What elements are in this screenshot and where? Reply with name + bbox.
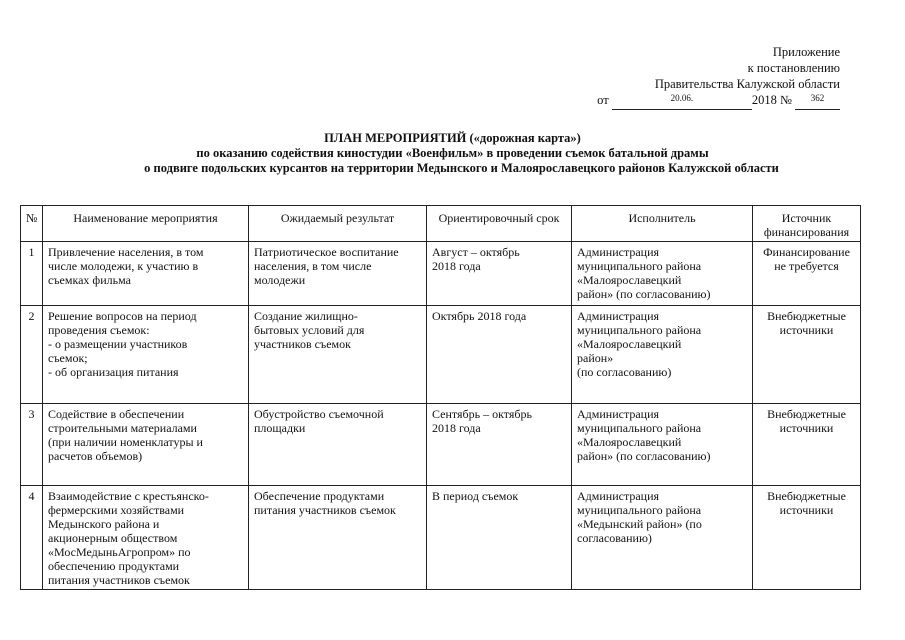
cell-line: «Малоярославецкий bbox=[577, 337, 682, 351]
cell-result bbox=[249, 486, 427, 590]
cell-name bbox=[43, 404, 249, 486]
cell-num: 2 bbox=[21, 306, 43, 404]
cell-result bbox=[249, 242, 427, 306]
cell-line: Внебюджетные bbox=[767, 407, 846, 421]
cell-line: район» bbox=[577, 351, 614, 365]
cell-line: Администрация bbox=[577, 309, 660, 323]
cell-line: участников съемок bbox=[254, 337, 351, 351]
cell-line: район» (по согласованию) bbox=[577, 449, 711, 463]
cell-line: числе молодежи, к участию в bbox=[48, 259, 199, 273]
cell-line: проведения съемок: bbox=[48, 323, 150, 337]
cell-line: Внебюджетные bbox=[767, 489, 846, 503]
cell-line: Обустройство съемочной bbox=[254, 407, 384, 421]
number-field bbox=[795, 92, 840, 110]
cell-line: источники bbox=[779, 421, 834, 435]
cell-result bbox=[249, 404, 427, 486]
cell-line: фермерскими хозяйствами bbox=[48, 503, 185, 517]
cell-num: 4 bbox=[21, 486, 43, 590]
table-row bbox=[21, 242, 861, 306]
cell-name bbox=[43, 242, 249, 306]
cell-executor bbox=[572, 242, 753, 306]
header-num: № bbox=[21, 206, 43, 242]
header-executor: Исполнитель bbox=[572, 206, 753, 242]
date-field bbox=[612, 92, 752, 110]
cell-line: Сентябрь – октябрь bbox=[432, 407, 532, 421]
cell-line: Внебюджетные bbox=[767, 309, 846, 323]
cell-result bbox=[249, 306, 427, 404]
cell-line: «МосМедыньАгропром» по bbox=[48, 545, 191, 559]
cell-line: расчетов объемов) bbox=[48, 449, 143, 463]
cell-line: бытовых условий для bbox=[254, 323, 365, 337]
plan-table bbox=[20, 205, 861, 590]
cell-line: «Медынский район» (по bbox=[577, 517, 702, 531]
cell-line: Август – октябрь bbox=[432, 245, 520, 259]
header-source: Источник финансирования bbox=[753, 206, 861, 242]
cell-executor bbox=[572, 486, 753, 590]
header-result: Ожидаемый результат bbox=[249, 206, 427, 242]
cell-source bbox=[753, 242, 861, 306]
cell-line: площадки bbox=[254, 421, 306, 435]
cell-num: 1 bbox=[21, 242, 43, 306]
cell-line: «Малоярославецкий bbox=[577, 273, 682, 287]
cell-line: Финансирование bbox=[763, 245, 850, 259]
cell-line: Содействие в обеспечении bbox=[48, 407, 185, 421]
cell-line: источники bbox=[779, 503, 834, 517]
cell-num: 3 bbox=[21, 404, 43, 486]
document-title bbox=[0, 131, 905, 176]
cell-line: муниципального района bbox=[577, 503, 702, 517]
cell-line: (по согласованию) bbox=[577, 365, 672, 379]
date-prefix: от bbox=[597, 93, 609, 107]
title-line-3: о подвиге подольских курсантов на территории Медынского и Малоярославецкого районов Калужской области bbox=[144, 161, 779, 175]
cell-line: муниципального района bbox=[577, 421, 702, 435]
cell-line: Обеспечение продуктами bbox=[254, 489, 385, 503]
cell-line: Взаимодействие с крестьянско- bbox=[48, 489, 209, 503]
cell-term bbox=[427, 242, 572, 306]
appendix-line-1: Приложение bbox=[772, 45, 840, 59]
cell-term bbox=[427, 486, 572, 590]
cell-source bbox=[753, 306, 861, 404]
cell-line: Октябрь 2018 года bbox=[432, 309, 527, 323]
cell-line: питания участников съемок bbox=[48, 573, 190, 587]
title-line-1: ПЛАН МЕРОПРИЯТИЙ («дорожная карта») bbox=[324, 131, 581, 145]
year-number-label: 2018 № bbox=[751, 93, 792, 107]
cell-line: акционерным обществом bbox=[48, 531, 178, 545]
cell-line: «Малоярославецкий bbox=[577, 435, 682, 449]
table-body bbox=[21, 242, 861, 590]
cell-line: строительными материалами bbox=[48, 421, 197, 435]
table-row bbox=[21, 404, 861, 486]
cell-name bbox=[43, 486, 249, 590]
cell-line: обеспечению продуктами bbox=[48, 559, 180, 573]
cell-line: Создание жилищно- bbox=[254, 309, 358, 323]
cell-name bbox=[43, 306, 249, 404]
cell-term bbox=[427, 404, 572, 486]
cell-line: 2018 года bbox=[432, 421, 481, 435]
cell-line: муниципального района bbox=[577, 323, 702, 337]
cell-line: Администрация bbox=[577, 407, 660, 421]
appendix-line-2: к постановлению bbox=[747, 61, 840, 75]
cell-line: (при наличии номенклатуры и bbox=[48, 435, 203, 449]
cell-line: съемок; bbox=[48, 351, 88, 365]
cell-line: молодежи bbox=[254, 273, 306, 287]
handwritten-number: 362 bbox=[810, 93, 825, 103]
cell-line: 2018 года bbox=[432, 259, 481, 273]
table-row bbox=[21, 486, 861, 590]
cell-executor bbox=[572, 404, 753, 486]
cell-line: В период съемок bbox=[432, 489, 519, 503]
header-term: Ориентировочный срок bbox=[427, 206, 572, 242]
cell-line: муниципального района bbox=[577, 259, 702, 273]
appendix-date-line bbox=[597, 92, 840, 110]
cell-line: источники bbox=[779, 323, 834, 337]
table-row bbox=[21, 306, 861, 404]
cell-line: съемках фильма bbox=[48, 273, 131, 287]
cell-line: Привлечение населения, в том bbox=[48, 245, 204, 259]
cell-line: Администрация bbox=[577, 245, 660, 259]
cell-line: район» (по согласованию) bbox=[577, 287, 711, 301]
cell-source bbox=[753, 404, 861, 486]
cell-line: Решение вопросов на период bbox=[48, 309, 197, 323]
table-header-row bbox=[21, 206, 861, 242]
cell-executor bbox=[572, 306, 753, 404]
cell-line: - о размещении участников bbox=[48, 337, 188, 351]
cell-line: питания участников съемок bbox=[254, 503, 396, 517]
header-name: Наименование мероприятия bbox=[43, 206, 249, 242]
cell-line: согласованию) bbox=[577, 531, 652, 545]
title-line-2: по оказанию содействия киностудии «Военфильм» в проведении съемок батальной драмы bbox=[196, 146, 709, 160]
cell-line: не требуется bbox=[774, 259, 839, 273]
cell-source bbox=[753, 486, 861, 590]
cell-term bbox=[427, 306, 572, 404]
cell-line: Администрация bbox=[577, 489, 660, 503]
cell-line: Патриотическое воспитание bbox=[254, 245, 399, 259]
handwritten-date: 20.06. bbox=[670, 93, 694, 103]
cell-line: Медынского района и bbox=[48, 517, 160, 531]
cell-line: населения, в том числе bbox=[254, 259, 372, 273]
appendix-line-3: Правительства Калужской области bbox=[654, 77, 840, 91]
appendix-block bbox=[597, 44, 840, 110]
cell-line: - об организация питания bbox=[48, 365, 179, 379]
